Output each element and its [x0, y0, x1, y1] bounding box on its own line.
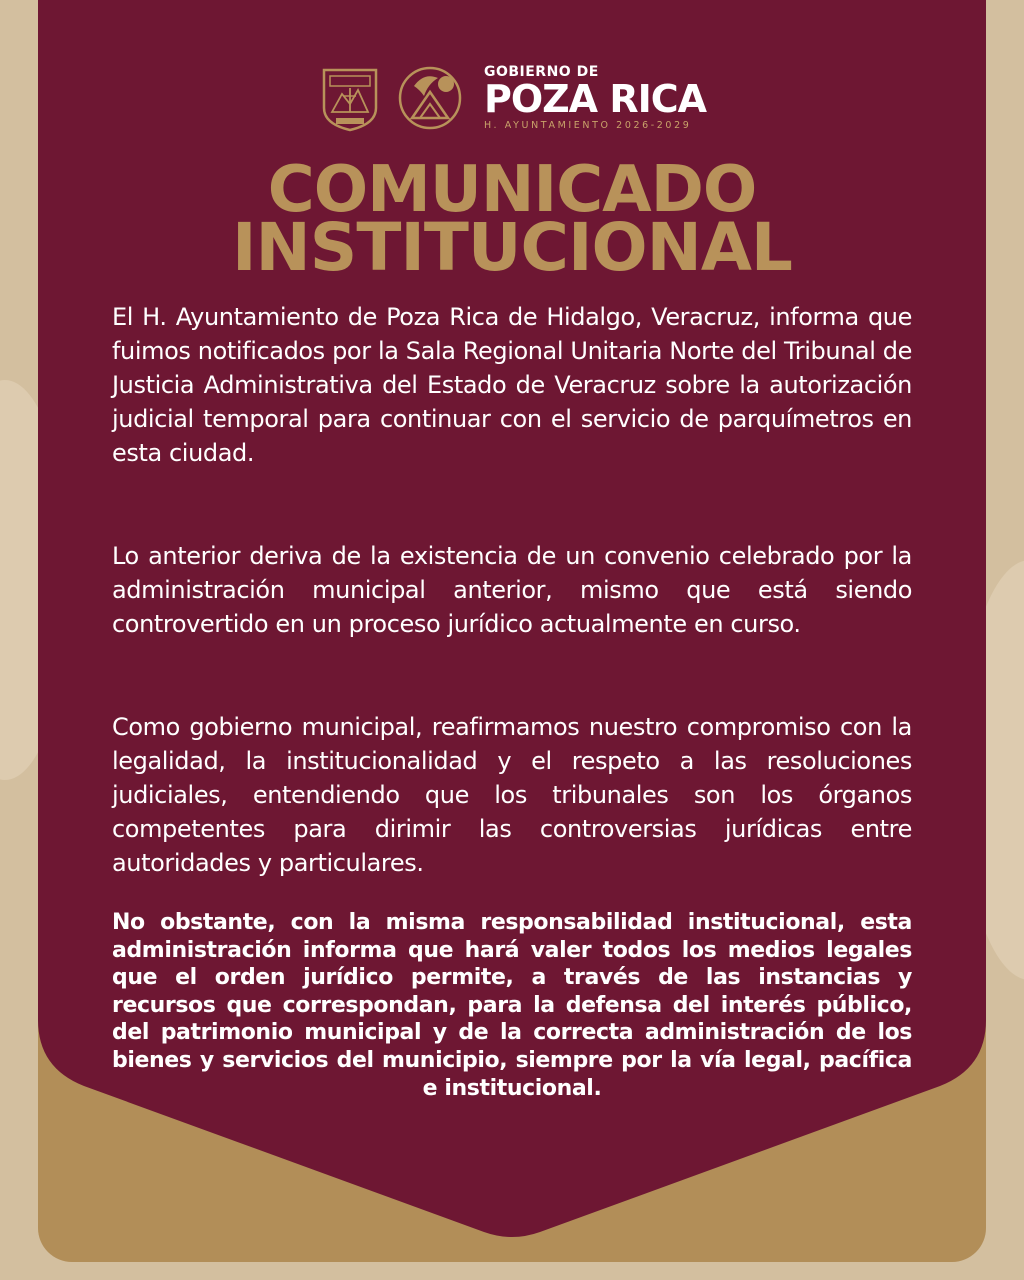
municipal-crest-icon: [318, 64, 382, 132]
header-logos: [0, 62, 1024, 134]
title-line-1: COMUNICADO: [267, 153, 757, 227]
paragraph-4: No obstante, con la misma responsabilidad institucional, esta administración informa que hará valer todos los medios legales que el orden jurídico permite, a través de las instancias y recursos que correspondan, para la defensa del interés público, del patrimonio municipal y de la correcta administración de los bienes y servicios del municipio, siempre por la vía legal, pacífica e institucional.: [112, 910, 912, 1101]
brand-main-text: POZA RICA: [483, 77, 707, 121]
brand-sub-text: H. AYUNTAMIENTO 2026-2029: [483, 120, 692, 131]
pozarica-emblem-icon: [394, 62, 466, 134]
brand-top-text: GOBIERNO DE: [483, 64, 599, 80]
paragraph-3: Como gobierno municipal, reafirmamos nuestro compromiso con la legalidad, la institucionalidad y el respeto a las resoluciones judiciales, entendiendo que los tribunales son los órganos competentes para dirimir las controversias jurídicas entre autoridades y particulares.: [112, 713, 912, 877]
brand-block: [484, 64, 706, 132]
title-line-2: INSTITUCIONAL: [232, 209, 792, 286]
paragraph-2: Lo anterior deriva de la existencia de un convenio celebrado por la administración municipal anterior, mismo que está siendo controvertido en un proceso jurídico actualmente en curso.: [112, 542, 912, 638]
paragraph-1: El H. Ayuntamiento de Poza Rica de Hidalgo, Veracruz, informa que fuimos notificados por la Sala Regional Unitaria Norte del Tribunal de Justicia Administrativa del Estado de Veracruz sobre la autorización judicial temporal para continuar con el servicio de parquímetros en esta ciudad.: [112, 303, 912, 467]
